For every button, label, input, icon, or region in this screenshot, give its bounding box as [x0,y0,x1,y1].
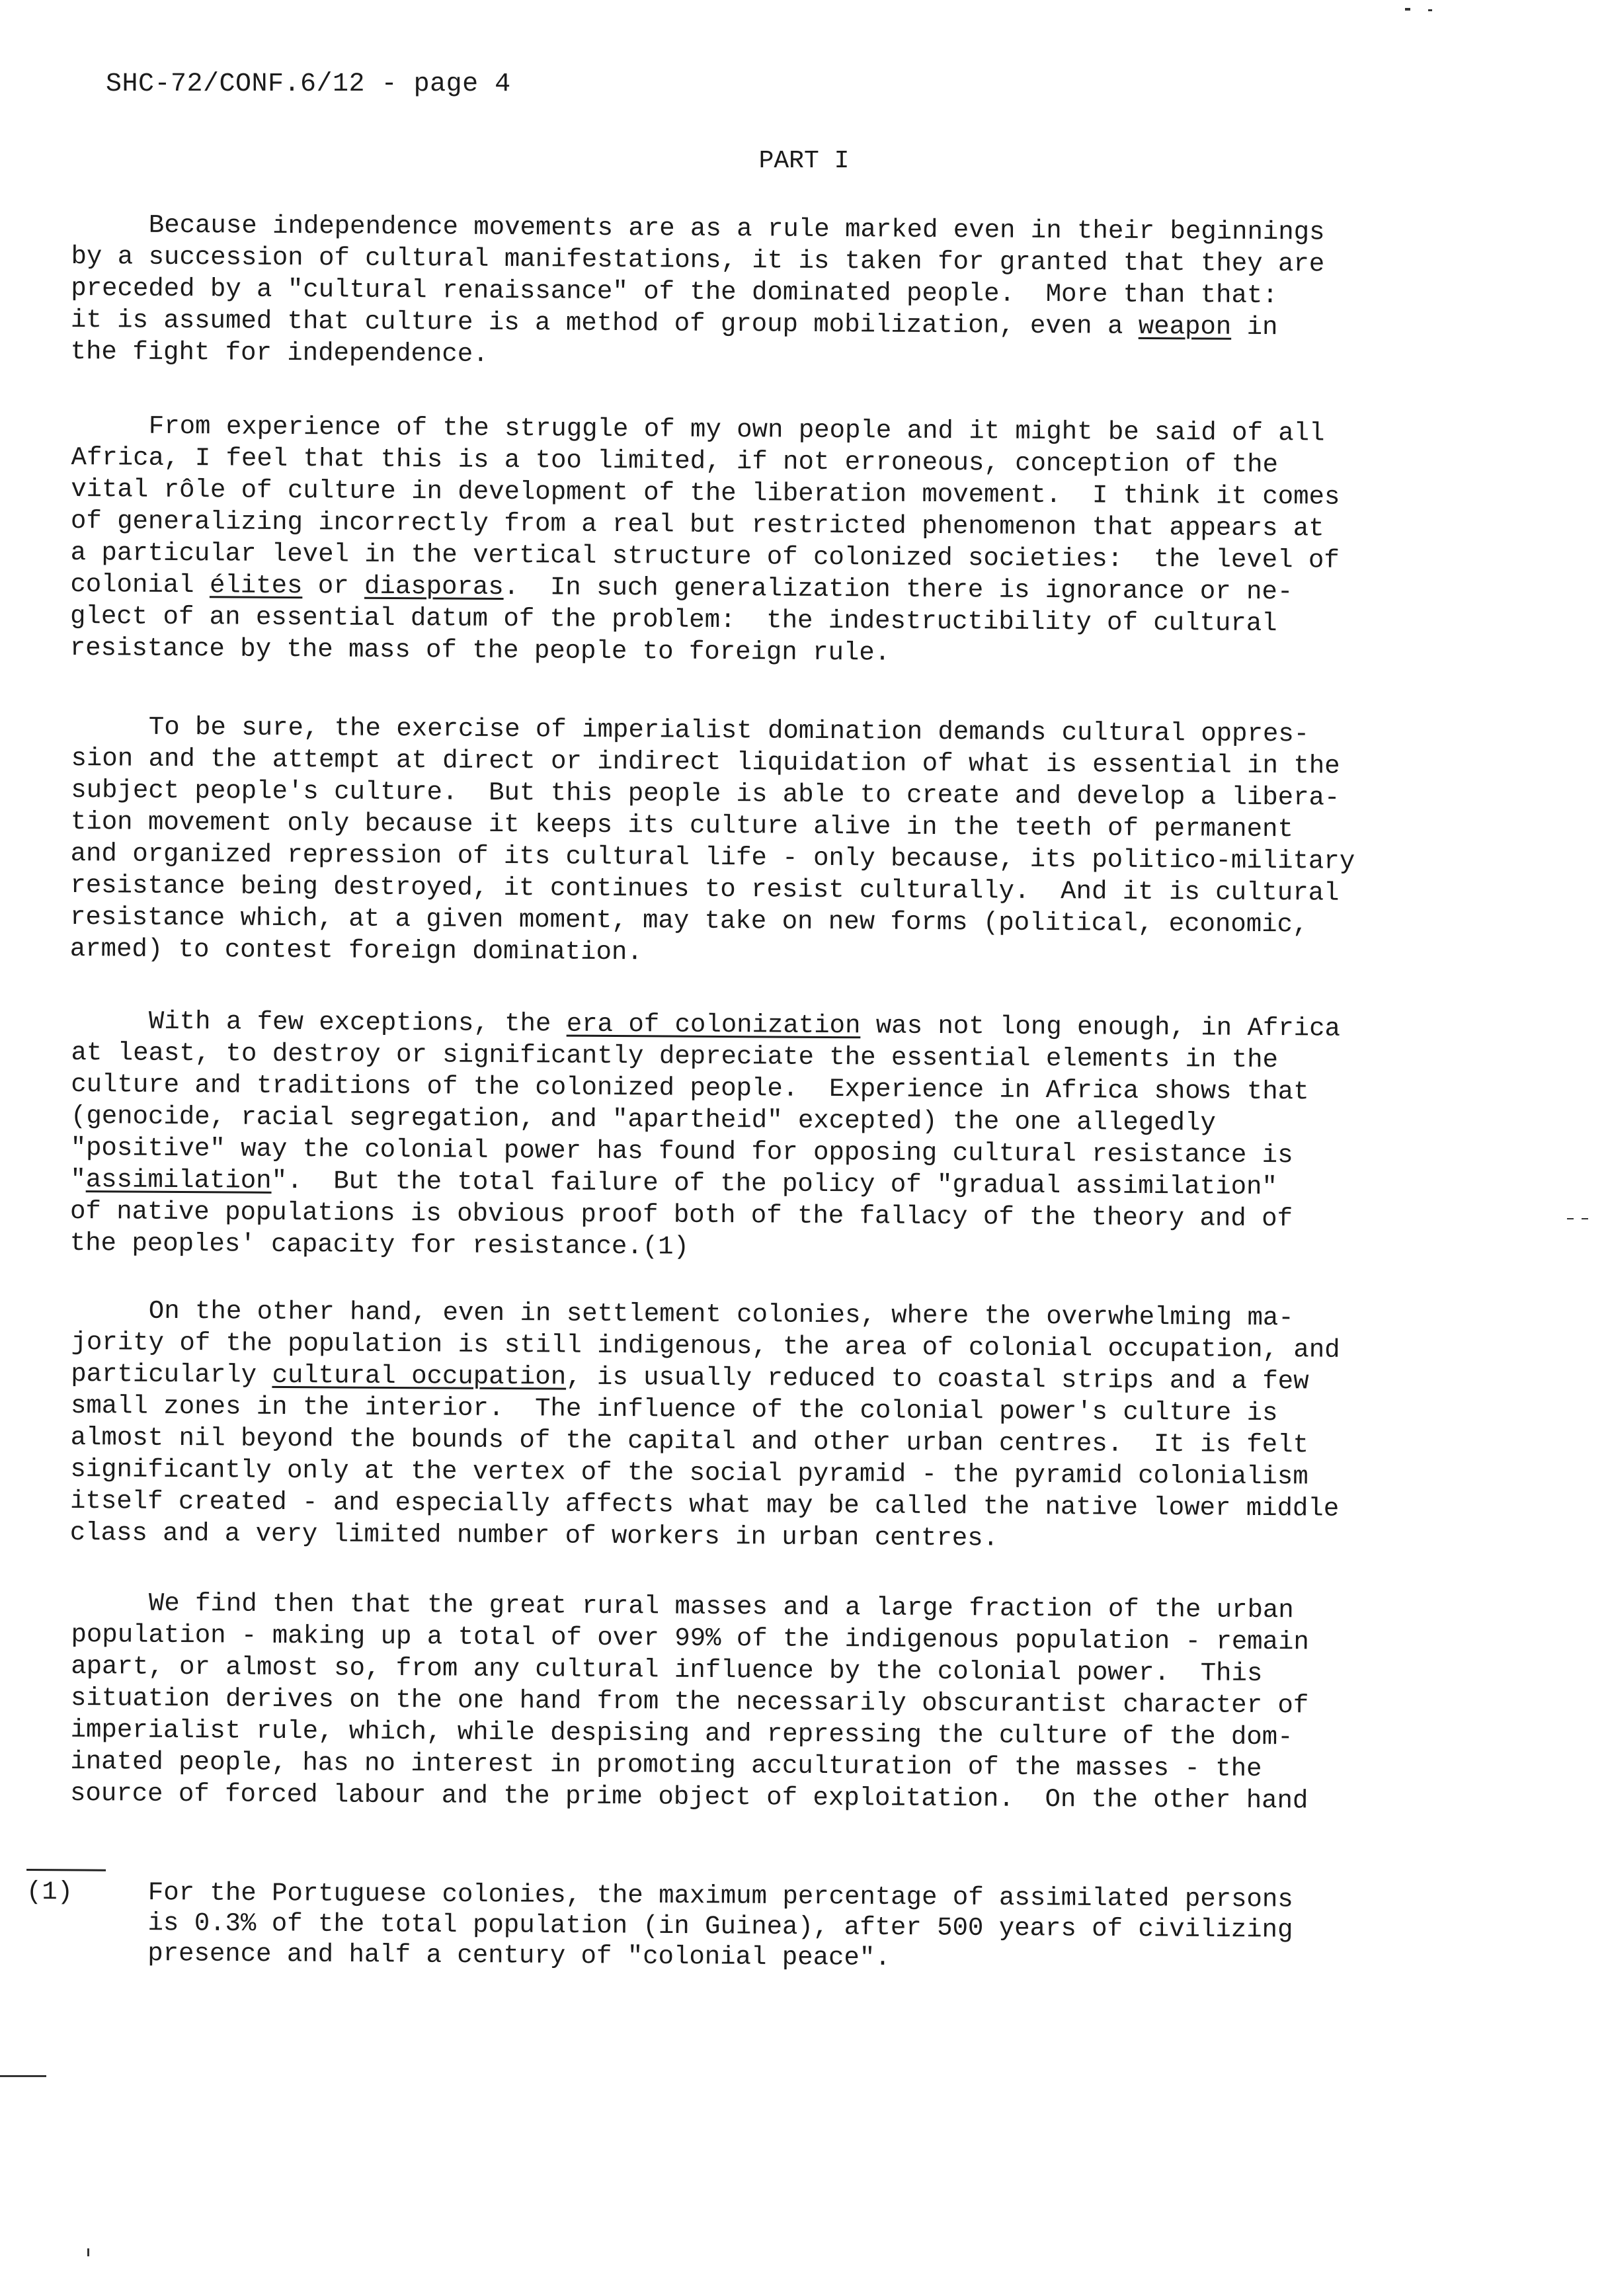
text-segment: sion and the attempt at direct or indirect liquidation of what is essential in the [71,743,1340,781]
text-segment: itself created - and especially affects what may be called the native lower middle [69,1486,1340,1524]
underlined-text: assimilation [85,1165,272,1196]
text-segment: particularly [71,1359,272,1390]
text-segment: situation derives on the one hand from the necessarily obscurantist character of [70,1683,1309,1721]
text-segment: in [1231,312,1278,343]
text-segment: inated people, has no interest in promoting acculturation of the masses - the [70,1746,1262,1784]
text-segment: by a succession of cultural manifestations, it is taken for granted that they are [71,241,1325,279]
text-segment: On the other hand, even in settlement colonies, where the overwhelming ma- [71,1296,1294,1333]
scan-speck [87,2248,89,2256]
text-segment: . In such generalization there is ignorance or ne- [503,572,1293,607]
text-segment: the fight for independence. [70,337,489,369]
footnote-line: is 0.3% of the total population (in Guinea), after 500 years of civilizing [147,1908,1293,1945]
paragraph-5 [70,1295,1460,1557]
scan-speck [0,2075,46,2077]
text-segment: From experience of the struggle of my own people and it might be said of all [71,411,1325,448]
text-segment: resistance by the mass of the people to foreign rule. [69,633,891,668]
text-segment: source of forced labour and the prime object of exploitation. On the other hand [69,1778,1308,1816]
text-segment: almost nil beyond the bounds of the capital and other urban centres. It is felt [70,1422,1309,1460]
footnote-rule [26,1869,106,1871]
text-segment: at least, to destroy or significantly depreciate the essential elements in the [71,1038,1279,1075]
part-title: PART I [758,147,850,175]
underlined-text: élites [209,571,303,601]
text-segment: jority of the population is still indigenous, the area of colonial occupation, and [71,1327,1340,1365]
paragraph-6 [70,1587,1460,1818]
text-segment: "positive" way the colonial power has found for opposing cultural resistance is [70,1133,1293,1170]
text-segment: imperialist rule, which, while despising and repressing the culture of the dom- [70,1715,1293,1752]
paragraph-2 [70,410,1460,673]
text-segment: a particular level in the vertical structure of colonized societies: the level of [70,538,1340,575]
scan-speck [1567,1218,1574,1219]
text-segment: We find then that the great rural masses and a large fraction of the urban [71,1588,1294,1625]
underlined-text: era of colonization [566,1009,861,1041]
paragraph-3 [70,711,1460,973]
footnote [26,1877,1481,1973]
text-segment: ". But the total failure of the policy of "gradual assimilation" [271,1166,1278,1202]
text-segment: was not long enough, in Africa [860,1011,1341,1044]
text-segment: of generalizing incorrectly from a real but restricted phenomenon that appears at [70,506,1324,544]
text-segment: tion movement only because it keeps its culture alive in the teeth of permanent [70,807,1293,844]
underlined-text: cultural occupation [272,1360,567,1392]
text-segment: small zones in the interior. The influence of the colonial power's culture is [70,1391,1278,1428]
text-segment: of native populations is obvious proof both of the fallacy of the theory and of [69,1196,1293,1234]
text-segment: Africa, I feel that this is a too limited, if not erroneous, conception of the [71,442,1279,480]
paragraph-1 [71,209,1460,376]
text-segment: (genocide, racial segregation, and "apartheid" excepted) the one allegedly [70,1101,1216,1138]
scan-speck [1428,9,1432,11]
text-segment: the peoples' capacity for resistance.(1) [69,1228,690,1262]
text-segment: preceded by a "cultural renaissance" of the dominated people. More than that: [71,273,1278,311]
text-segment: subject people's culture. But this people is able to create and develop a libera- [71,775,1340,813]
text-segment: Because independence movements are as a rule marked even in their beginnings [71,210,1325,247]
document-reference: SHC-72/CONF.6/12 - page 4 [106,69,511,99]
scan-speck [1405,8,1410,11]
text-segment: significantly only at the vertex of the social pyramid - the pyramid colonialism [70,1454,1308,1492]
text-segment: resistance which, at a given moment, may take on new forms (political, economic, [69,902,1308,940]
text-segment: , is usually reduced to coastal strips and a few [566,1362,1309,1397]
footnote-line: For the Portuguese colonies, the maximum percentage of assimilated persons [147,1878,1293,1914]
footnote-line: presence and half a century of "colonial peace". [147,1939,891,1973]
text-segment: glect of an essential datum of the problem: the indestructibility of cultural [69,601,1277,639]
text-segment: With a few exceptions, the [71,1006,567,1039]
text-segment: colonial [70,569,210,600]
text-segment: class and a very limited number of workers in urban centres. [69,1518,999,1553]
scan-speck [1582,1218,1588,1219]
text-segment: vital rôle of culture in development of the liberation movement. I think it comes [71,474,1340,512]
footnote-marker: (1) [26,1877,73,1907]
text-segment: population - making up a total of over 99% of the indigenous population - remain [71,1620,1309,1657]
text-segment: apart, or almost so, from any cultural influence by the colonial power. This [71,1651,1263,1689]
text-segment: To be sure, the exercise of imperialist domination demands cultural oppres- [71,712,1310,749]
text-segment: armed) to contest foreign domination. [69,934,643,967]
paragraph-4 [70,1005,1460,1268]
text-segment: and organized repression of its cultural life - only because, its politico-military [70,839,1355,876]
text-segment: " [70,1165,86,1195]
text-segment: it is assumed that culture is a method of group mobilization, even a [70,305,1139,341]
text-segment: culture and traditions of the colonized people. Experience in Africa shows that [71,1069,1309,1107]
text-segment: or [302,571,365,601]
footnote-text [147,1877,1293,1976]
text-segment: resistance being destroyed, it continues to resist culturally. And it is cultural [70,870,1340,908]
underlined-text: weapon [1138,311,1232,342]
underlined-text: diasporas [364,571,504,602]
